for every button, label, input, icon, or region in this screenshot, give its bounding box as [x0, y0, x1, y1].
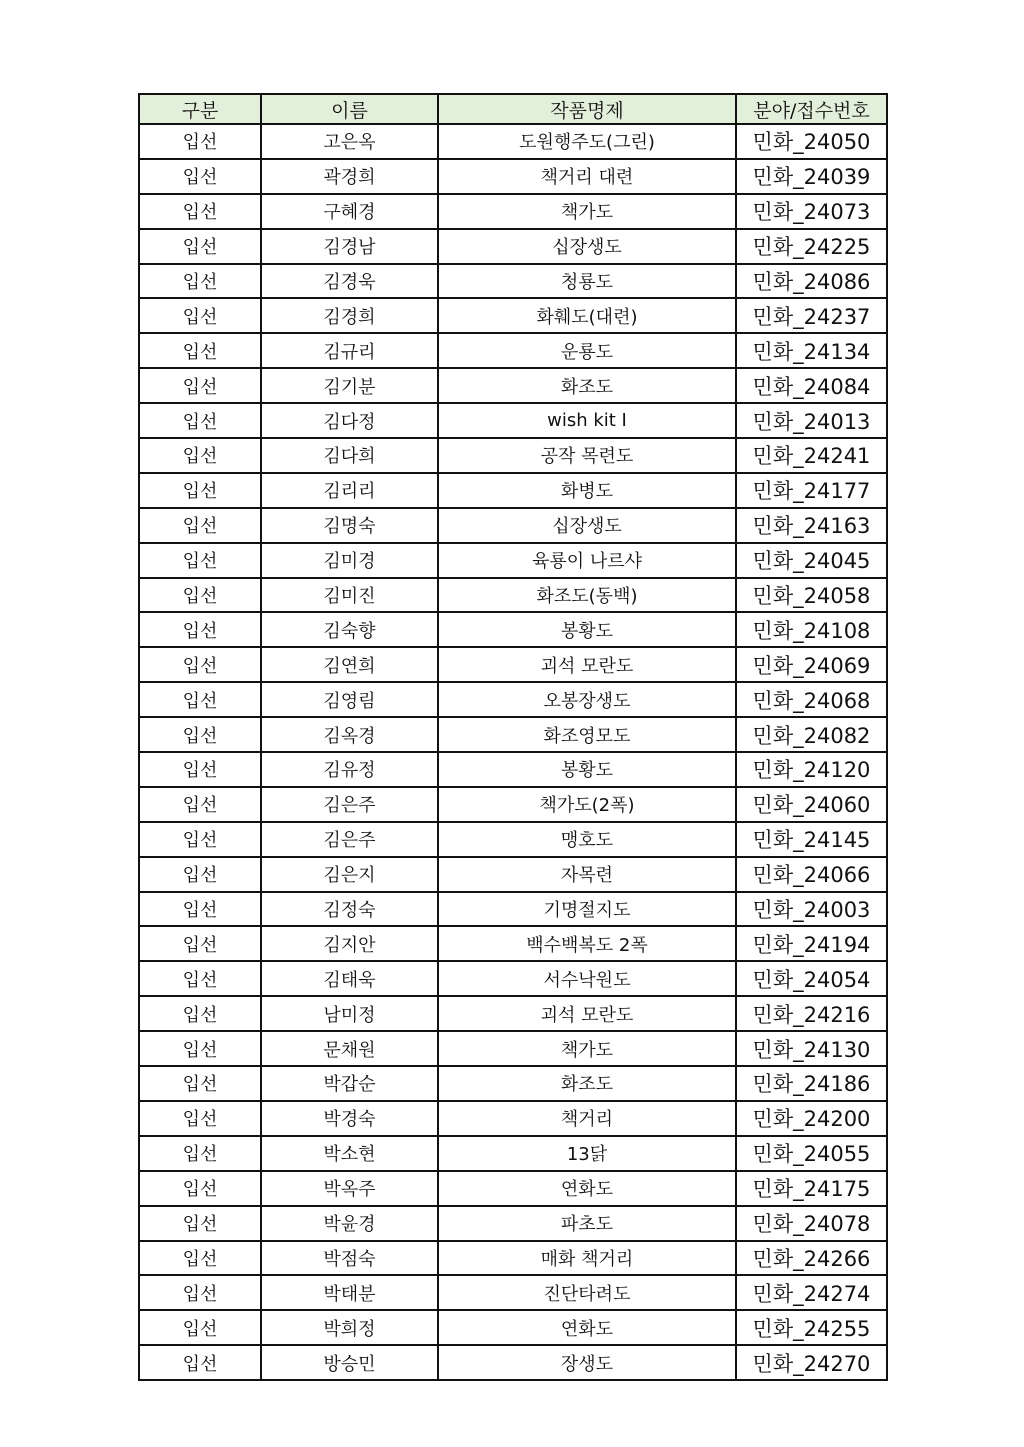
table-row	[139, 124, 887, 159]
entry-number-cell: 민화_24145	[736, 822, 887, 857]
work-title-cell: 화조도	[438, 1066, 736, 1101]
work-title-cell: 연화도	[438, 1310, 736, 1345]
entry-number-cell: 민화_24086	[736, 264, 887, 299]
category-cell: 입선	[139, 473, 261, 508]
entry-number-cell: 민화_24241	[736, 438, 887, 473]
entry-number-cell: 민화_24039	[736, 159, 887, 194]
category-cell: 입선	[139, 857, 261, 892]
name-cell: 김태욱	[261, 961, 438, 996]
name-cell: 김다희	[261, 438, 438, 473]
table-row	[139, 333, 887, 368]
entry-number-cell: 민화_24084	[736, 368, 887, 403]
work-title-cell: 백수백복도 2폭	[438, 926, 736, 961]
category-cell: 입선	[139, 368, 261, 403]
entry-number-cell: 민화_24175	[736, 1171, 887, 1206]
category-cell: 입선	[139, 229, 261, 264]
work-title-cell: 장생도	[438, 1345, 736, 1380]
name-cell: 박경숙	[261, 1101, 438, 1136]
work-title-cell: 도원행주도(그린)	[438, 124, 736, 159]
name-cell: 구혜경	[261, 194, 438, 229]
name-cell: 박소현	[261, 1136, 438, 1171]
name-cell: 박옥주	[261, 1171, 438, 1206]
category-cell: 입선	[139, 1206, 261, 1241]
category-cell: 입선	[139, 543, 261, 578]
table-row	[139, 647, 887, 682]
name-cell: 김명숙	[261, 508, 438, 543]
table-row	[139, 1171, 887, 1206]
work-title-cell: 십장생도	[438, 229, 736, 264]
table-row	[139, 1136, 887, 1171]
work-title-cell: wish kit Ⅰ	[438, 403, 736, 438]
table-row	[139, 403, 887, 438]
name-cell: 김유정	[261, 752, 438, 787]
work-title-cell: 매화 책거리	[438, 1241, 736, 1276]
work-title-cell: 운룡도	[438, 333, 736, 368]
category-cell: 입선	[139, 298, 261, 333]
work-title-cell: 책거리	[438, 1101, 736, 1136]
work-title-cell: 파초도	[438, 1206, 736, 1241]
name-cell: 곽경희	[261, 159, 438, 194]
work-title-cell: 봉황도	[438, 612, 736, 647]
work-title-cell: 책거리 대련	[438, 159, 736, 194]
table-row	[139, 682, 887, 717]
entry-number-cell: 민화_24060	[736, 787, 887, 822]
name-cell: 김옥경	[261, 717, 438, 752]
table-header	[139, 94, 887, 124]
table-row	[139, 473, 887, 508]
work-title-cell: 괴석 모란도	[438, 996, 736, 1031]
name-cell: 김지안	[261, 926, 438, 961]
category-cell: 입선	[139, 578, 261, 613]
name-cell: 김리리	[261, 473, 438, 508]
name-cell: 김숙향	[261, 612, 438, 647]
name-cell: 고은옥	[261, 124, 438, 159]
category-cell: 입선	[139, 787, 261, 822]
entry-number-cell: 민화_24163	[736, 508, 887, 543]
table-row	[139, 612, 887, 647]
name-cell: 박갑순	[261, 1066, 438, 1101]
name-cell: 김규리	[261, 333, 438, 368]
work-title-cell: 오봉장생도	[438, 682, 736, 717]
category-cell: 입선	[139, 1171, 261, 1206]
category-cell: 입선	[139, 717, 261, 752]
work-title-cell: 화조도(동백)	[438, 578, 736, 613]
table-row	[139, 1066, 887, 1101]
work-title-cell: 봉황도	[438, 752, 736, 787]
name-cell: 김경희	[261, 298, 438, 333]
name-cell: 김영림	[261, 682, 438, 717]
header-work-title: 작품명제	[438, 94, 736, 124]
work-title-cell: 책가도(2폭)	[438, 787, 736, 822]
name-cell: 김미진	[261, 578, 438, 613]
name-cell: 김은지	[261, 857, 438, 892]
table-row	[139, 578, 887, 613]
category-cell: 입선	[139, 438, 261, 473]
name-cell: 김경남	[261, 229, 438, 264]
work-title-cell: 기명절지도	[438, 892, 736, 927]
work-title-cell: 괴석 모란도	[438, 647, 736, 682]
entry-number-cell: 민화_24255	[736, 1310, 887, 1345]
entry-number-cell: 민화_24225	[736, 229, 887, 264]
entry-number-cell: 민화_24069	[736, 647, 887, 682]
category-cell: 입선	[139, 647, 261, 682]
category-cell: 입선	[139, 403, 261, 438]
entry-number-cell: 민화_24194	[736, 926, 887, 961]
header-name: 이름	[261, 94, 438, 124]
award-results-table	[138, 93, 888, 1381]
entry-number-cell: 민화_24003	[736, 892, 887, 927]
category-cell: 입선	[139, 264, 261, 299]
work-title-cell: 공작 목련도	[438, 438, 736, 473]
category-cell: 입선	[139, 1101, 261, 1136]
table-row	[139, 194, 887, 229]
table-row	[139, 822, 887, 857]
name-cell: 김기분	[261, 368, 438, 403]
name-cell: 김정숙	[261, 892, 438, 927]
table-row	[139, 159, 887, 194]
work-title-cell: 맹호도	[438, 822, 736, 857]
category-cell: 입선	[139, 822, 261, 857]
name-cell: 남미정	[261, 996, 438, 1031]
table-row	[139, 996, 887, 1031]
entry-number-cell: 민화_24177	[736, 473, 887, 508]
table-row	[139, 961, 887, 996]
name-cell: 박윤경	[261, 1206, 438, 1241]
work-title-cell: 화조도	[438, 368, 736, 403]
table-row	[139, 926, 887, 961]
category-cell: 입선	[139, 892, 261, 927]
work-title-cell: 책가도	[438, 194, 736, 229]
name-cell: 박태분	[261, 1275, 438, 1310]
header-row	[139, 94, 887, 124]
name-cell: 김다정	[261, 403, 438, 438]
table-row	[139, 1275, 887, 1310]
category-cell: 입선	[139, 961, 261, 996]
entry-number-cell: 민화_24068	[736, 682, 887, 717]
work-title-cell: 연화도	[438, 1171, 736, 1206]
header-category: 구분	[139, 94, 261, 124]
category-cell: 입선	[139, 752, 261, 787]
work-title-cell: 육룡이 나르샤	[438, 543, 736, 578]
entry-number-cell: 민화_24120	[736, 752, 887, 787]
category-cell: 입선	[139, 1275, 261, 1310]
work-title-cell: 서수낙원도	[438, 961, 736, 996]
table-row	[139, 717, 887, 752]
category-cell: 입선	[139, 508, 261, 543]
entry-number-cell: 민화_24045	[736, 543, 887, 578]
category-cell: 입선	[139, 124, 261, 159]
category-cell: 입선	[139, 1066, 261, 1101]
entry-number-cell: 민화_24274	[736, 1275, 887, 1310]
table-row	[139, 1206, 887, 1241]
entry-number-cell: 민화_24066	[736, 857, 887, 892]
category-cell: 입선	[139, 1241, 261, 1276]
entry-number-cell: 민화_24266	[736, 1241, 887, 1276]
entry-number-cell: 민화_24237	[736, 298, 887, 333]
table-row	[139, 787, 887, 822]
work-title-cell: 자목련	[438, 857, 736, 892]
work-title-cell: 화병도	[438, 473, 736, 508]
category-cell: 입선	[139, 1310, 261, 1345]
table-row	[139, 1310, 887, 1345]
name-cell: 김경욱	[261, 264, 438, 299]
entry-number-cell: 민화_24073	[736, 194, 887, 229]
work-title-cell: 13닭	[438, 1136, 736, 1171]
entry-number-cell: 민화_24216	[736, 996, 887, 1031]
table-row	[139, 1345, 887, 1380]
work-title-cell: 십장생도	[438, 508, 736, 543]
entry-number-cell: 민화_24082	[736, 717, 887, 752]
category-cell: 입선	[139, 1345, 261, 1380]
category-cell: 입선	[139, 926, 261, 961]
entry-number-cell: 민화_24050	[736, 124, 887, 159]
name-cell: 박희정	[261, 1310, 438, 1345]
table-row	[139, 368, 887, 403]
entry-number-cell: 민화_24130	[736, 1031, 887, 1066]
category-cell: 입선	[139, 159, 261, 194]
table-row	[139, 298, 887, 333]
table-row	[139, 229, 887, 264]
table-row	[139, 892, 887, 927]
table-row	[139, 857, 887, 892]
header-entry-number: 분야/접수번호	[736, 94, 887, 124]
entry-number-cell: 민화_24186	[736, 1066, 887, 1101]
work-title-cell: 화훼도(대련)	[438, 298, 736, 333]
table-row	[139, 1241, 887, 1276]
table-row	[139, 543, 887, 578]
category-cell: 입선	[139, 996, 261, 1031]
table-row	[139, 508, 887, 543]
entry-number-cell: 민화_24270	[736, 1345, 887, 1380]
name-cell: 박점숙	[261, 1241, 438, 1276]
entry-number-cell: 민화_24108	[736, 612, 887, 647]
table-row	[139, 752, 887, 787]
work-title-cell: 진단타려도	[438, 1275, 736, 1310]
category-cell: 입선	[139, 1136, 261, 1171]
table-row	[139, 1031, 887, 1066]
category-cell: 입선	[139, 333, 261, 368]
category-cell: 입선	[139, 1031, 261, 1066]
work-title-cell: 청룡도	[438, 264, 736, 299]
entry-number-cell: 민화_24134	[736, 333, 887, 368]
entry-number-cell: 민화_24054	[736, 961, 887, 996]
entry-number-cell: 민화_24055	[736, 1136, 887, 1171]
name-cell: 김미경	[261, 543, 438, 578]
work-title-cell: 화조영모도	[438, 717, 736, 752]
entry-number-cell: 민화_24078	[736, 1206, 887, 1241]
name-cell: 김은주	[261, 787, 438, 822]
category-cell: 입선	[139, 194, 261, 229]
entry-number-cell: 민화_24058	[736, 578, 887, 613]
entry-number-cell: 민화_24200	[736, 1101, 887, 1136]
table-row	[139, 1101, 887, 1136]
table-body	[139, 124, 887, 1380]
name-cell: 방승민	[261, 1345, 438, 1380]
name-cell: 문채원	[261, 1031, 438, 1066]
name-cell: 김은주	[261, 822, 438, 857]
name-cell: 김연희	[261, 647, 438, 682]
work-title-cell: 책가도	[438, 1031, 736, 1066]
table-row	[139, 438, 887, 473]
entry-number-cell: 민화_24013	[736, 403, 887, 438]
category-cell: 입선	[139, 612, 261, 647]
table-row	[139, 264, 887, 299]
category-cell: 입선	[139, 682, 261, 717]
